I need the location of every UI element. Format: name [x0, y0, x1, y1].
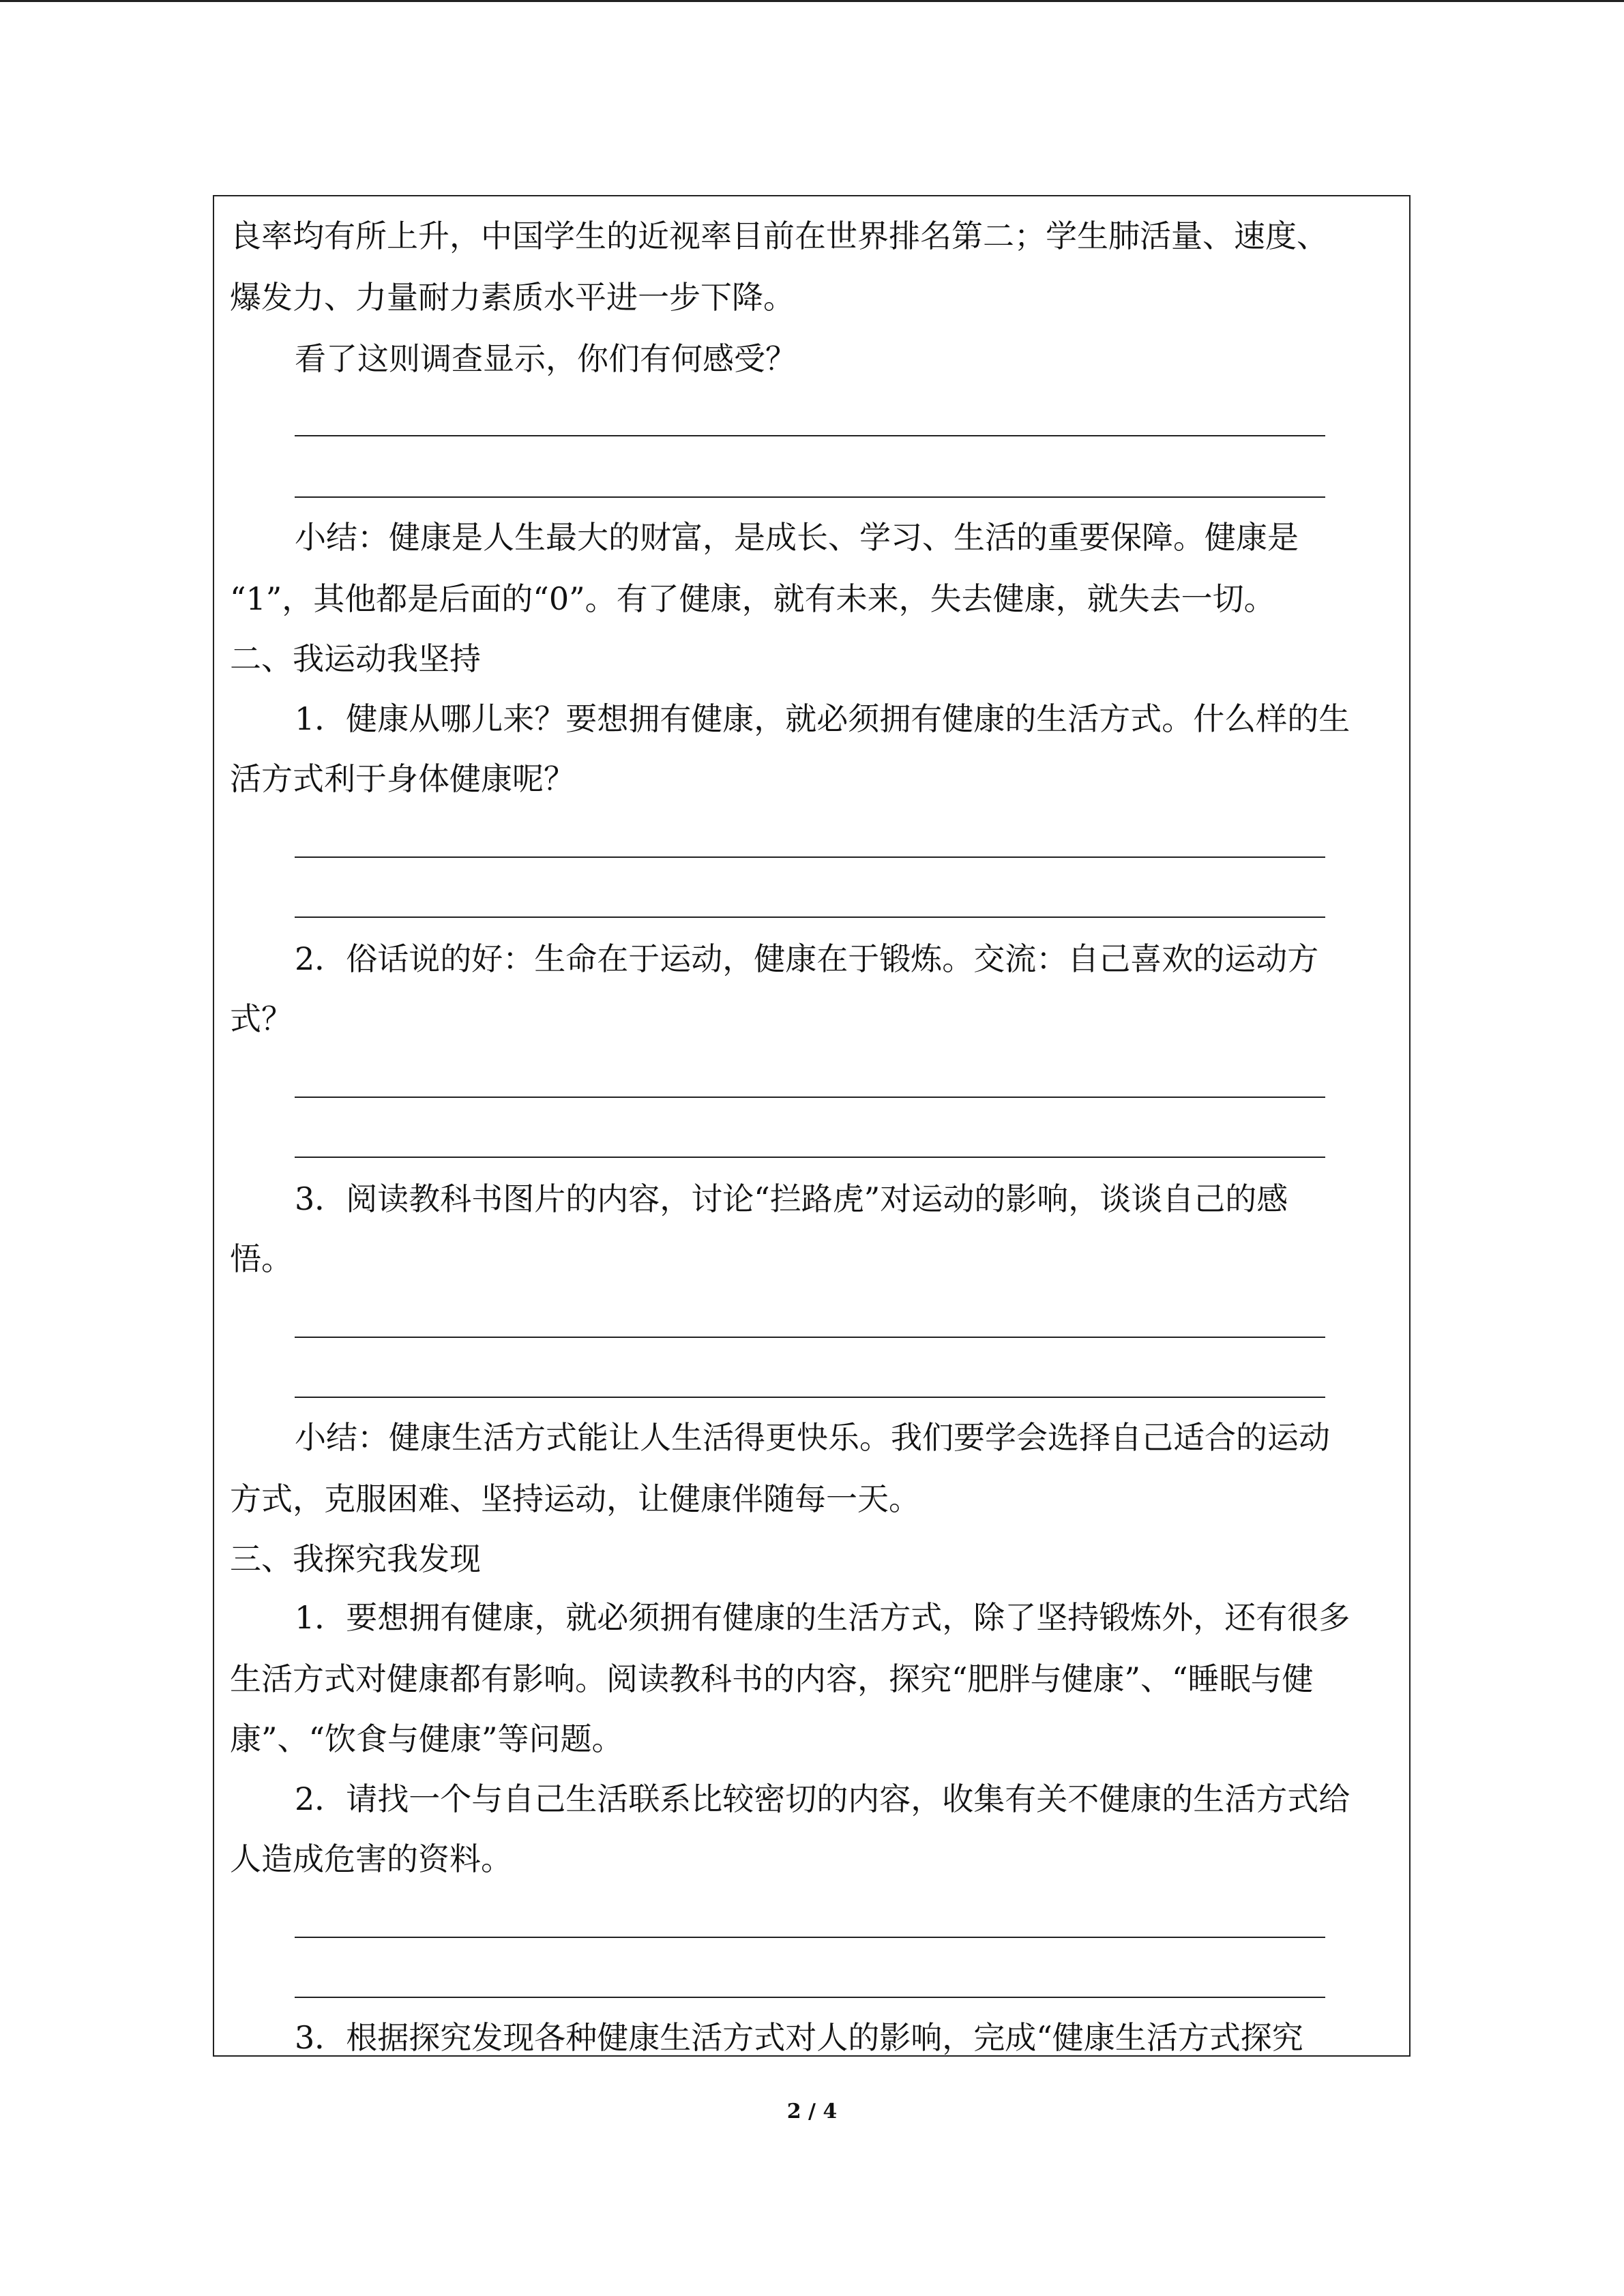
item-2-1-line-2: 活方式利于身体健康呢？: [230, 760, 575, 797]
item-2-2-line-1: 2．俗话说的好：生命在于运动，健康在于锻炼。交流：自己喜欢的运动方: [295, 940, 1319, 977]
summary-1-line-1: 小结：健康是人生最大的财富，是成长、学习、生活的重要保障。健康是: [295, 519, 1299, 556]
section-heading-2: 二、我运动我坚持: [230, 640, 481, 677]
text-line-2: 爆发力、力量耐力素质水平进一步下降。: [230, 279, 795, 316]
answer-line[interactable]: [295, 1997, 1325, 1998]
answer-line[interactable]: [295, 1937, 1325, 1938]
answer-line[interactable]: [295, 496, 1325, 498]
item-3-1-line-3: 康”、“饮食与健康”等问题。: [230, 1720, 623, 1757]
item-3-2-line-2: 人造成危害的资料。: [230, 1840, 512, 1877]
answer-line[interactable]: [295, 1337, 1325, 1338]
page-number: 2 / 4: [786, 2100, 838, 2123]
item-3-1-line-2: 生活方式对健康都有影响。阅读教科书的内容，探究“肥胖与健康”、“睡眠与健: [230, 1660, 1314, 1697]
answer-line[interactable]: [295, 1097, 1325, 1098]
item-2-3-line-2: 悟。: [230, 1240, 293, 1277]
section-heading-3: 三、我探究我发现: [230, 1540, 481, 1577]
item-2-1-line-1: 1．健康从哪儿来？要想拥有健康，就必须拥有健康的生活方式。什么样的生: [295, 700, 1350, 737]
content-frame: [213, 195, 1411, 2057]
item-3-2-line-1: 2．请找一个与自己生活联系比较密切的内容，收集有关不健康的生活方式给: [295, 1780, 1350, 1817]
item-3-3-line-1: 3．根据探究发现各种健康生活方式对人的影响，完成“健康生活方式探究: [295, 2019, 1303, 2056]
summary-2-line-2: 方式，克服困难、坚持运动，让健康伴随每一天。: [230, 1480, 920, 1517]
answer-line[interactable]: [295, 916, 1325, 918]
question-feeling: 看了这则调查显示，你们有何感受？: [295, 340, 797, 377]
summary-1-line-2: “1”，其他都是后面的“0”。有了健康，就有未来，失去健康，就失去一切。: [230, 580, 1275, 617]
summary-2-line-1: 小结：健康生活方式能让人生活得更快乐。我们要学会选择自己适合的运动: [295, 1419, 1330, 1456]
item-3-1-line-1: 1．要想拥有健康，就必须拥有健康的生活方式，除了坚持锻炼外，还有很多: [295, 1599, 1350, 1636]
item-2-2-line-2: 式？: [230, 1000, 293, 1037]
text-line-1: 良率均有所上升，中国学生的近视率目前在世界排名第二；学生肺活量、速度、: [230, 218, 1328, 254]
answer-line[interactable]: [295, 1397, 1325, 1398]
answer-line[interactable]: [295, 435, 1325, 436]
item-2-3-line-1: 3．阅读教科书图片的内容，讨论“拦路虎”对运动的影响，谈谈自己的感: [295, 1180, 1288, 1217]
answer-line[interactable]: [295, 856, 1325, 858]
page-top-border: [0, 0, 1624, 2]
answer-line[interactable]: [295, 1157, 1325, 1158]
